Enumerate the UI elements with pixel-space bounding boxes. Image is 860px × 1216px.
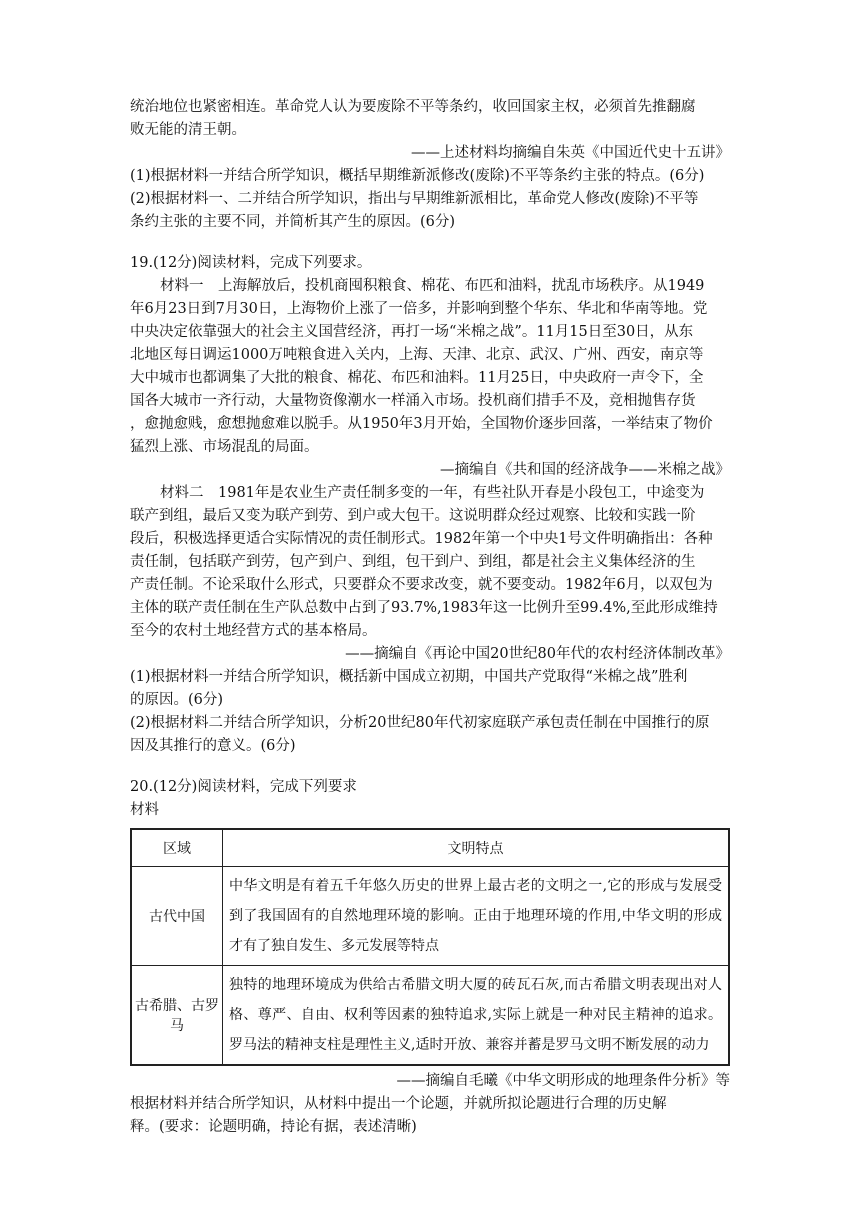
question-19-1-line: (1)根据材料一并结合所学知识，概括新中国成立初期，中国共产党取得“米棉之战”胜利 <box>130 669 688 685</box>
question-19-2-line: 因及其推行的意义。(6分) <box>130 738 296 754</box>
material-1-line: 猛烈上涨、市场混乱的局面。 <box>130 439 319 455</box>
question-20-prompt-line: 释。(要求：论题明确，持论有据，表述清晰) <box>130 1119 417 1135</box>
material-2-line: 段后，积极选择更适合实际情况的责任制形式。1982年第一个中央1号文件明确指出：各种 <box>130 531 713 547</box>
table-header-row <box>131 829 729 867</box>
material-2-source: ——摘编自《再论中国20世纪80年代的农村经济体制改革》 <box>345 646 730 662</box>
source-citation: ——上述材料均摘编自朱英《中国近代史十五讲》 <box>411 145 730 161</box>
material-text-line: 败无能的清王朝。 <box>130 122 246 138</box>
question-20-prompt-line: 根据材料并结合所学知识，从材料中提出一个论题，并就所拟论题进行合理的历史解 <box>130 1096 667 1112</box>
material-2-line: 主体的联产责任制在生产队总数中占到了93.7%,1983年这一比例升至99.4%,至此形成维持 <box>130 600 718 616</box>
material-1-line: 北地区每日调运1000万吨粮食进入关内，上海、天津、北京、武汉、广州、西安，南京等 <box>130 347 704 363</box>
material-label: 材料 <box>130 802 159 818</box>
material-1-line: 国各大城市一齐行动，大量物资像潮水一样涌入市场。投机商们措手不及，竞相抛售存货 <box>130 393 696 409</box>
material-2-line: 责任制，包括联产到劳，包产到户、到组，包干到户、到组，都是社会主义集体经济的生 <box>130 554 696 570</box>
material-1-line: 大中城市也都调集了大批的粮食、棉花、布匹和油料。11月25日，中央政府一声令下，全 <box>130 370 704 386</box>
table-row <box>131 966 729 1066</box>
table-header-feature: 文明特点 <box>223 829 730 867</box>
material-1-line: 年6月23日到7月30日，上海物价上涨了一倍多，并影响到整个华东、华北和华南等地。党 <box>130 301 708 317</box>
material-1-line: ，愈抛愈贱，愈想抛愈难以脱手。从1950年3月开始，全国物价逐步回落，一举结束了物价 <box>130 416 713 432</box>
question-18-1: (1)根据材料一并结合所学知识，概括早期维新派修改(废除)不平等条约主张的特点。(6分) <box>130 168 705 184</box>
material-1-line: 材料一 上海解放后，投机商囤积粮食、棉花、布匹和油料，扰乱市场秩序。从1949 <box>160 278 705 294</box>
table-row <box>131 867 729 966</box>
exam-page <box>130 96 730 1139</box>
civilization-table <box>130 828 730 1066</box>
spacer <box>130 234 730 252</box>
material-2-line: 产责任制。不论采取什么形式，只要群众不要求改变，就不要变动。1982年6月，以双包为 <box>130 577 713 593</box>
material-2-line: 联产到组，最后又变为联产到劳、到户或大包干。这说明群众经过观察、比较和实践一阶 <box>130 508 696 524</box>
material-1-source: —摘编自《共和国的经济战争——米棉之战》 <box>440 462 730 478</box>
table-cell-region: 古代中国 <box>131 867 223 966</box>
table-cell-region: 古希腊、古罗马 <box>131 966 223 1066</box>
material-1-line: 中央决定依靠强大的社会主义国营经济，再打一场“米棉之战”。11月15日至30日，从东 <box>130 324 694 340</box>
table-cell-feature: 中华文明是有着五千年悠久历史的世界上最古老的文明之一,它的形成与发展受到了我国固有的自然地理环境的影响。正由于地理环境的作用,中华文明的形成才有了独自发生、多元发展等特点 <box>223 867 730 966</box>
question-19-2-line: (2)根据材料二并结合所学知识，分析20世纪80年代初家庭联产承包责任制在中国推行的原 <box>130 715 710 731</box>
spacer <box>130 758 730 776</box>
question-19-header: 19.(12分)阅读材料，完成下列要求。 <box>130 255 372 271</box>
question-18-2-line: (2)根据材料一、二并结合所学知识，指出与早期维新派相比，革命党人修改(废除)不平等 <box>130 191 699 207</box>
question-20-header: 20.(12分)阅读材料，完成下列要求 <box>130 779 357 795</box>
material-text-line: 统治地位也紧密相连。革命党人认为要废除不平等条约，收回国家主权，必须首先推翻腐 <box>130 99 696 115</box>
table-header-region: 区域 <box>131 829 223 867</box>
question-19-1-line: 的原因。(6分) <box>130 692 224 708</box>
material-2-line: 至今的农村土地经营方式的基本格局。 <box>130 623 377 639</box>
table-cell-feature: 独特的地理环境成为供给古希腊文明大厦的砖瓦石灰,而古希腊文明表现出对人格、尊严、自由、权利等因素的独特追求,实际上就是一种对民主精神的追求。罗马法的精神支柱是理性主义,适时开放、兼容并蓄是罗马文明不断发展的动力 <box>223 966 730 1066</box>
table-source: ——摘编自毛曦《中华文明形成的地理条件分析》等 <box>396 1073 730 1089</box>
material-2-line: 材料二 1981年是农业生产责任制多变的一年，有些社队开春是小段包工，中途变为 <box>160 485 705 501</box>
question-18-2-line: 条约主张的主要不同，并简析其产生的原因。(6分) <box>130 214 456 230</box>
